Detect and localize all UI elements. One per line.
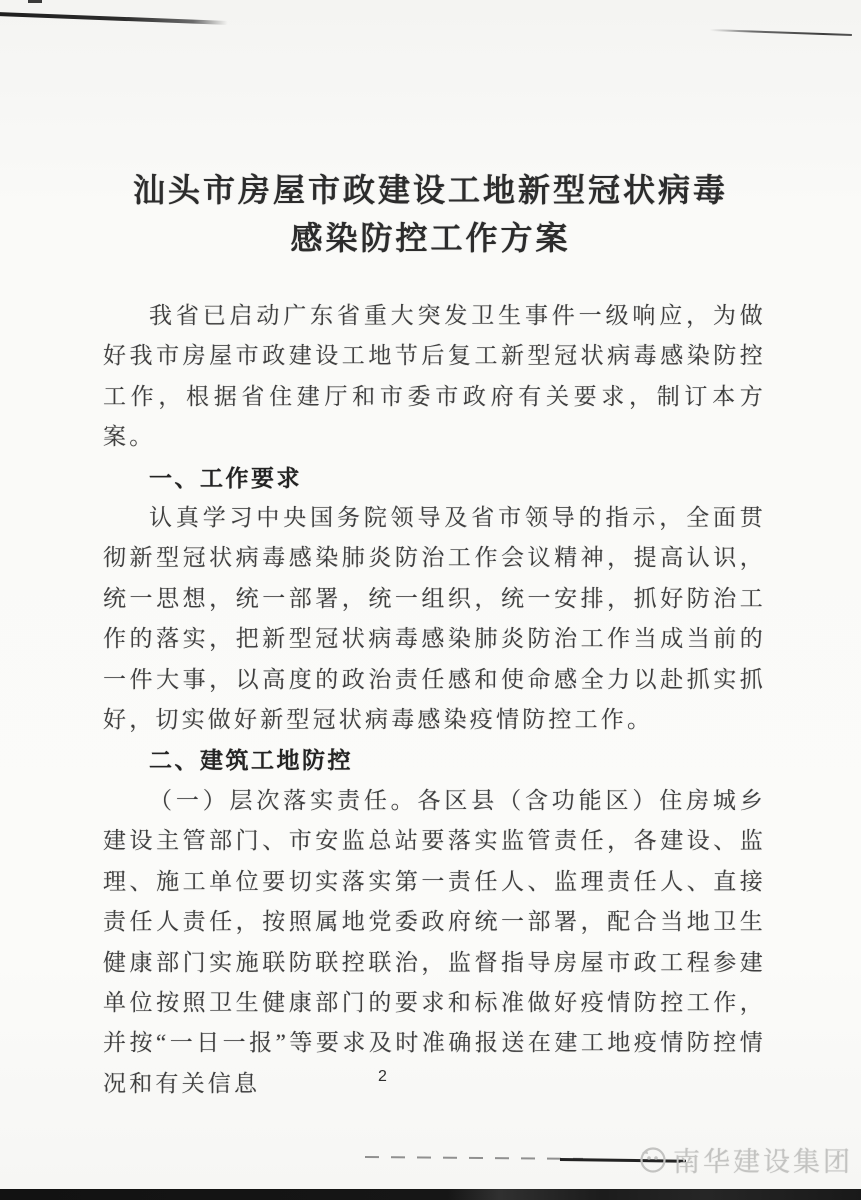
watermark-text: 南华建设集团 — [673, 1147, 853, 1177]
document-title-line-1: 汕头市房屋市政建设工地新型冠状病毒 — [132, 172, 728, 208]
body-paragraph: 认真学习中央国务院领导及省市领导的指示，全面贯彻新型冠状病毒感染肺炎防治工作会议精神，提高认识，统一思想，统一部署，统一组织，统一安排，抓好防治工作的落实，把新型冠状病毒感染肺炎防治工作当成当前的一件大事，以高度的政治责任感和使命感全力以赴抓实抓好，切实做好新型冠状病毒感染疫情防控工作。 — [103, 505, 766, 733]
company-watermark — [638, 1140, 853, 1179]
document-title — [0, 166, 861, 262]
body-paragraph: （一）层次落实责任。各区县（含功能区）住房城乡建设主管部门、市安监总站要落实监管责任，各建设、监理、施工单位要切实落实第一责任人、监理责任人、直接责任人责任，按照属地党委政府统一部署，配合当地卫生健康部门实施联防联控联治，监督指导房屋市政工程参建单位按照卫生健康部门的要求和标准做好疫情防控工作，并按“一日一报”等要求及时准确报送在建工地疫情防控情况和有关信息 — [103, 787, 766, 1096]
scanner-bottom-bar — [0, 1189, 861, 1200]
body-paragraph: 我省已启动广东省重大突发卫生事件一级响应，为做好我市房屋市政建设工地节后复工新型冠状病毒感染防控工作，根据省住建厅和市委市政府有关要求，制订本方案。 — [103, 303, 766, 450]
section-heading: 二、建筑工地防控 — [149, 747, 353, 774]
document-body — [103, 296, 766, 1104]
wechat-logo-icon — [638, 1145, 668, 1175]
document-title-line-2: 感染防控工作方案 — [290, 220, 571, 256]
scan-artifact-speck — [28, 0, 42, 3]
scan-artifact-line-top-right — [710, 29, 852, 36]
page-number: 2 — [378, 1068, 387, 1085]
scan-artifact-line-top-left — [0, 12, 228, 25]
footer-dashed-line — [365, 1156, 583, 1160]
section-heading: 一、工作要求 — [149, 464, 302, 491]
